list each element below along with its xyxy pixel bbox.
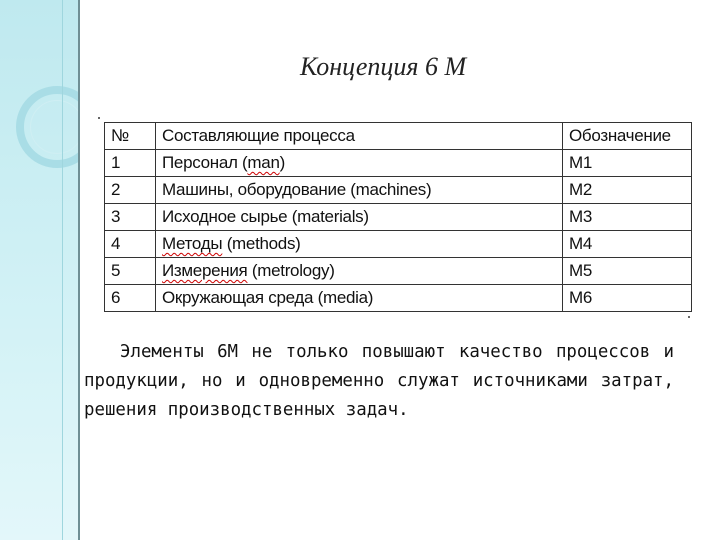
row-number: 4	[105, 231, 156, 258]
table-row	[105, 150, 692, 177]
sidebar-thin-line	[62, 0, 63, 540]
header-component: Составляющие процесса	[156, 123, 563, 150]
table-row	[105, 177, 692, 204]
row-number: 6	[105, 285, 156, 312]
component-suffix: (methods)	[222, 234, 301, 253]
row-number: 2	[105, 177, 156, 204]
row-number: 3	[105, 204, 156, 231]
ring-inner-ornament	[30, 100, 78, 154]
row-code: М2	[563, 177, 692, 204]
row-component	[156, 150, 563, 177]
component-text: Персонал (	[162, 153, 248, 172]
corner-mark	[688, 316, 690, 318]
component-word: Методы	[162, 234, 223, 253]
component-suffix: )	[279, 153, 285, 172]
table-row	[105, 285, 692, 312]
components-table	[104, 122, 692, 312]
table-row	[105, 258, 692, 285]
row-number: 1	[105, 150, 156, 177]
row-component: Исходное сырье (materials)	[156, 204, 563, 231]
row-code: М3	[563, 204, 692, 231]
header-number: №	[105, 123, 156, 150]
table-header-row	[105, 123, 692, 150]
row-code: М5	[563, 258, 692, 285]
row-component: Окружающая среда (media)	[156, 285, 563, 312]
row-component	[156, 231, 563, 258]
row-component: Машины, оборудование (machines)	[156, 177, 563, 204]
sidebar-decoration	[0, 0, 78, 540]
row-code: М6	[563, 285, 692, 312]
header-code: Обозначение	[563, 123, 692, 150]
row-component	[156, 258, 563, 285]
component-word: man	[247, 153, 280, 172]
sidebar-edge-line	[78, 0, 80, 540]
component-word: Измерения	[162, 261, 248, 280]
component-suffix: (metrology)	[247, 261, 335, 280]
slide-title: Концепция 6 М	[300, 52, 467, 81]
row-code: М4	[563, 231, 692, 258]
corner-mark	[98, 117, 100, 119]
row-number: 5	[105, 258, 156, 285]
table-row	[105, 204, 692, 231]
table-row	[105, 231, 692, 258]
row-code: М1	[563, 150, 692, 177]
body-paragraph: Элементы 6М не только повышают качество процессов и продукции, но и одновременно служат источниками затрат, решения производственных задач.	[84, 342, 674, 420]
